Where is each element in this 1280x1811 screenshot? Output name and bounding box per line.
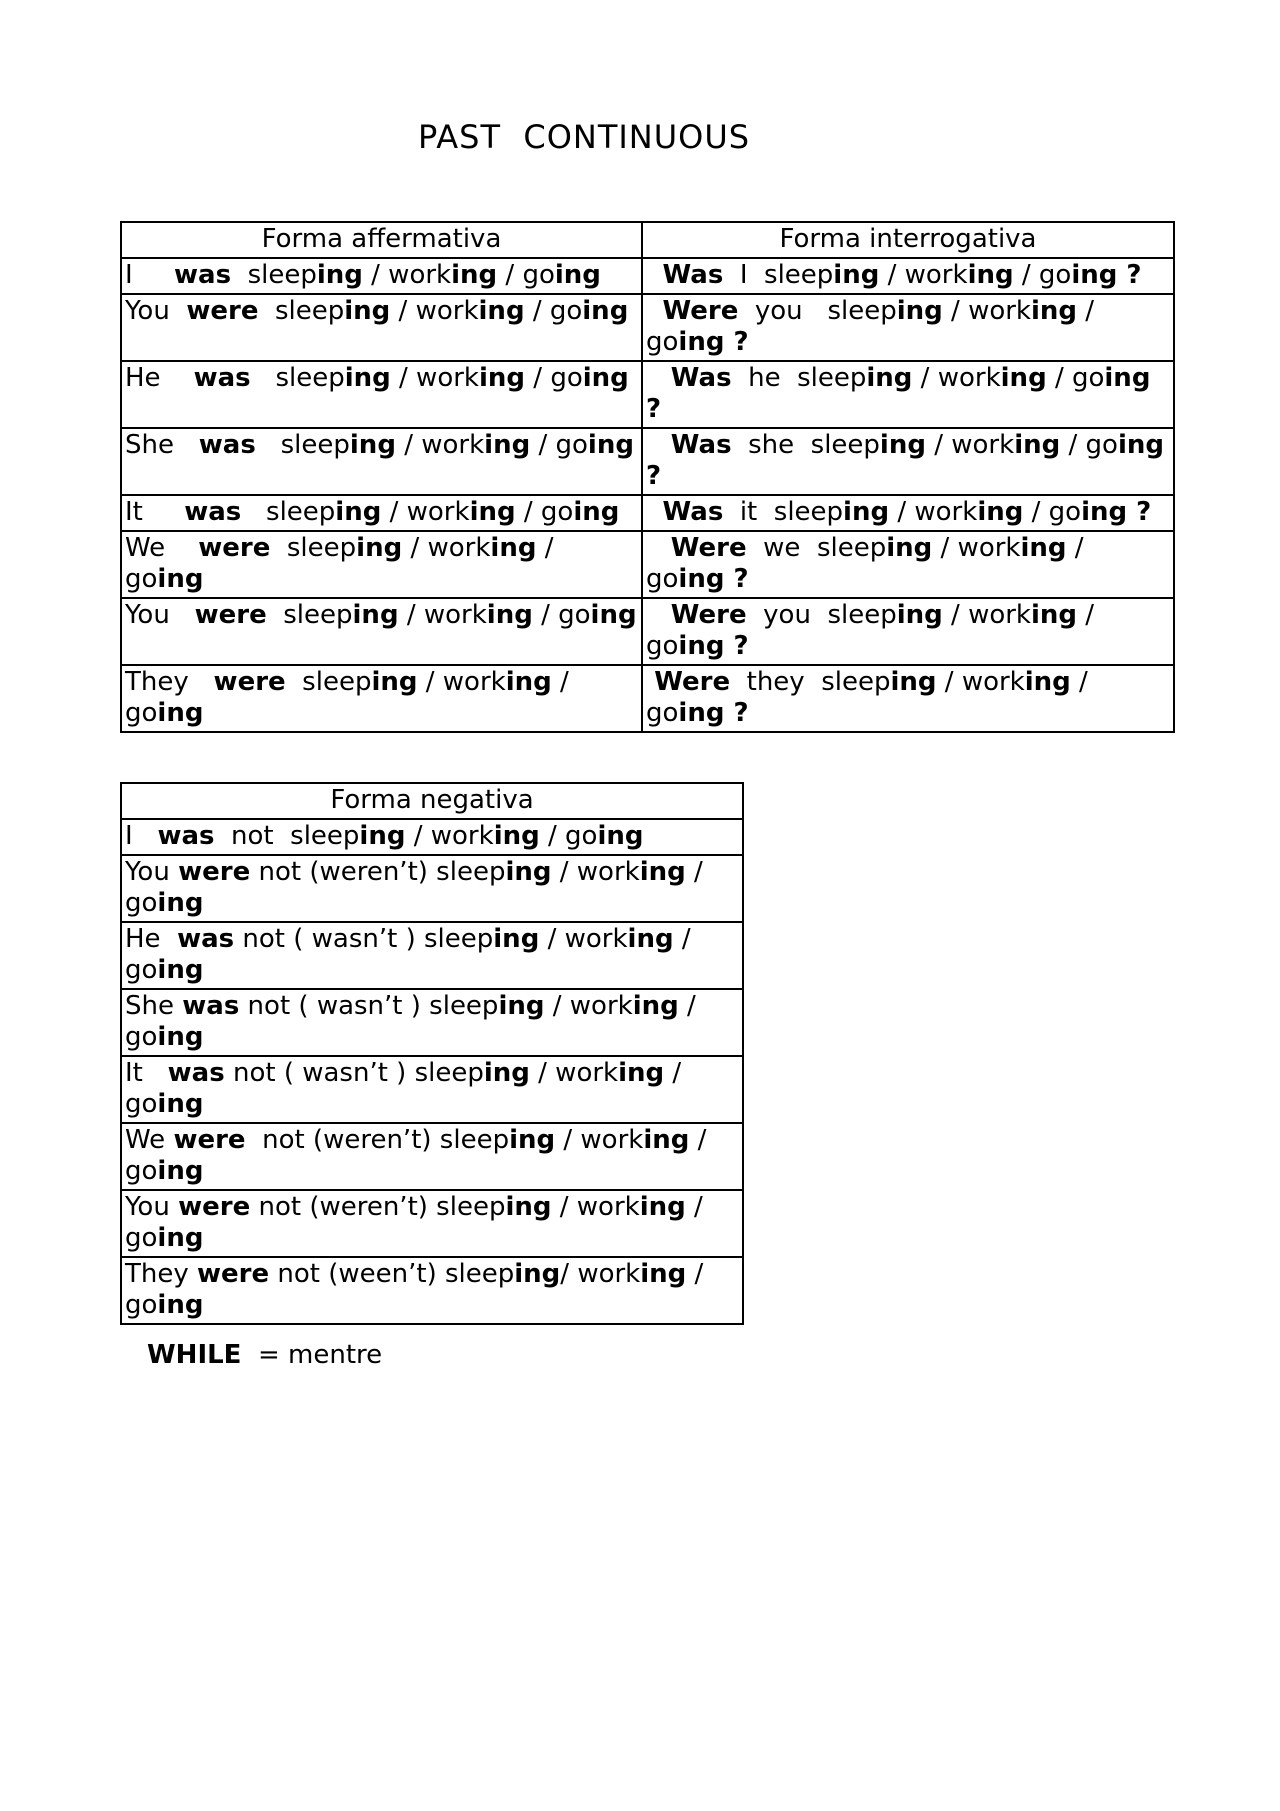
bold-text-segment: ing: [316, 260, 363, 290]
text-segment: You: [125, 857, 179, 887]
header-affirmative: Forma affermativa: [121, 222, 642, 258]
bold-text-segment: ing ?: [678, 327, 749, 357]
text-segment: / work: [544, 991, 633, 1021]
text-segment: / go: [125, 1058, 690, 1119]
text-segment: she sleep: [731, 430, 880, 460]
bold-text-segment: ing: [573, 497, 620, 527]
bold-text-segment: ing: [1000, 363, 1047, 393]
affirmative-cell: [121, 495, 642, 531]
bold-text-segment: ing: [1031, 296, 1078, 326]
text-segment: not (weren’t) sleep: [245, 1125, 510, 1155]
table-row: [121, 922, 743, 989]
bold-text-segment: were: [198, 533, 271, 563]
text-segment: You: [125, 1192, 179, 1222]
while-keyword: WHILE: [147, 1340, 242, 1370]
text-segment: / go: [125, 857, 712, 918]
table-row: [121, 819, 743, 855]
bold-text-segment: ing: [843, 497, 890, 527]
text-segment: / work: [932, 533, 1021, 563]
text-segment: / work: [539, 924, 628, 954]
table-row: [121, 495, 1174, 531]
text-segment: not ( wasn’t ) sleep: [239, 991, 499, 1021]
bold-text-segment: was: [184, 497, 242, 527]
negative-cell: [121, 922, 743, 989]
bold-text-segment: was: [193, 363, 251, 393]
bold-text-segment: ing: [349, 430, 396, 460]
bold-text-segment: was: [174, 260, 232, 290]
text-segment: they sleep: [730, 667, 891, 697]
text-segment: / work: [402, 533, 491, 563]
bold-text-segment: was: [157, 821, 215, 851]
text-segment: She: [125, 991, 183, 1021]
header-interrogative: Forma interrogativa: [642, 222, 1174, 258]
table-row: [121, 428, 1174, 495]
header-negative: Forma negativa: [121, 783, 743, 819]
bold-text-segment: was: [177, 924, 235, 954]
text-segment: / work: [381, 497, 470, 527]
text-segment: / go: [645, 296, 1103, 357]
text-segment: We: [125, 533, 199, 563]
bold-text-segment: were: [178, 1192, 251, 1222]
text-segment: / work: [405, 821, 494, 851]
text-segment: / go: [515, 497, 574, 527]
affirmative-cell: [121, 428, 642, 495]
interrogative-cell: [642, 495, 1174, 531]
text-segment: / work: [925, 430, 1015, 460]
bold-text-segment: Was: [662, 260, 724, 290]
interrogative-cell: [642, 665, 1174, 732]
table-row: [121, 989, 743, 1056]
text-segment: / go: [125, 667, 578, 728]
table-row: [121, 1190, 743, 1257]
negative-cell: [121, 819, 743, 855]
text-segment: / go: [1023, 497, 1082, 527]
interrogative-cell: [642, 428, 1174, 495]
text-segment: [646, 296, 663, 326]
text-segment: I sleep: [723, 260, 834, 290]
bold-text-segment: ing ?: [1081, 497, 1152, 527]
table-row: [121, 531, 1174, 598]
bold-text-segment: ing: [587, 430, 634, 460]
bold-text-segment: ing: [967, 260, 1014, 290]
text-segment: / work: [889, 497, 978, 527]
bold-text-segment: ing: [157, 1022, 204, 1052]
bold-text-segment: ing ?: [1071, 260, 1142, 290]
text-segment: / go: [125, 991, 705, 1052]
text-segment: I: [125, 260, 174, 290]
text-segment: / go: [497, 260, 555, 290]
negative-cell: [121, 1190, 743, 1257]
text-segment: sleep: [258, 296, 345, 326]
text-segment: [646, 497, 663, 527]
bold-text-segment: ing ?: [645, 430, 1174, 491]
bold-text-segment: ing: [1031, 600, 1078, 630]
text-segment: / go: [125, 1192, 712, 1253]
bold-text-segment: ing: [157, 1156, 204, 1186]
bold-text-segment: ing: [643, 1125, 690, 1155]
bold-text-segment: ing: [639, 857, 686, 887]
text-segment: He: [125, 363, 194, 393]
affirmative-cell: [121, 665, 642, 732]
bold-text-segment: Was: [670, 363, 732, 393]
text-segment: I: [125, 821, 158, 851]
text-segment: You: [125, 600, 195, 630]
bold-text-segment: were: [197, 1259, 270, 1289]
text-segment: not (weren’t) sleep: [250, 1192, 506, 1222]
text-segment: / work: [879, 260, 968, 290]
bold-text-segment: ing: [590, 600, 637, 630]
bold-text-segment: ing: [157, 1290, 204, 1320]
bold-text-segment: ing: [890, 667, 937, 697]
text-segment: [646, 533, 671, 563]
bold-text-segment: was: [182, 991, 240, 1021]
bold-text-segment: ing ?: [678, 698, 749, 728]
interrogative-cell: [642, 294, 1174, 361]
text-segment: She: [125, 430, 199, 460]
bold-text-segment: ing: [582, 363, 629, 393]
text-segment: / work: [912, 363, 1001, 393]
text-segment: / go: [539, 821, 598, 851]
interrogative-cell: [642, 361, 1174, 428]
bold-text-segment: ing ?: [678, 564, 749, 594]
bold-text-segment: ing: [157, 1223, 204, 1253]
text-segment: / work: [390, 296, 479, 326]
text-segment: not sleep: [214, 821, 360, 851]
text-segment: sleep: [231, 260, 317, 290]
bold-text-segment: ing: [344, 363, 391, 393]
bold-text-segment: ing: [490, 533, 537, 563]
text-segment: / work: [390, 363, 479, 393]
bold-text-segment: ing: [356, 533, 403, 563]
text-segment: / go: [645, 600, 1103, 661]
bold-text-segment: ing: [344, 296, 391, 326]
bold-text-segment: ing: [1020, 533, 1067, 563]
bold-text-segment: ing: [618, 1058, 665, 1088]
table-row: [121, 1056, 743, 1123]
bold-text-segment: ing: [896, 296, 943, 326]
text-segment: [646, 600, 671, 630]
bold-text-segment: ing: [866, 363, 913, 393]
bold-text-segment: ing: [505, 667, 552, 697]
text-segment: It: [125, 497, 185, 527]
text-segment: / go: [1013, 260, 1072, 290]
interrogative-cell: [642, 598, 1174, 665]
bold-text-segment: ing ?: [678, 631, 749, 661]
affirmative-cell: [121, 361, 642, 428]
table-row: [121, 598, 1174, 665]
text-segment: / go: [525, 363, 583, 393]
bold-text-segment: Were: [662, 296, 739, 326]
affirmative-cell: [121, 258, 642, 294]
bold-text-segment: ing: [157, 955, 204, 985]
text-segment: / go: [530, 430, 588, 460]
bold-text-segment: ing: [1014, 430, 1061, 460]
bold-text-segment: ing: [157, 698, 204, 728]
bold-text-segment: ing: [493, 821, 540, 851]
text-segment: They: [125, 667, 214, 697]
text-segment: sleep: [250, 363, 345, 393]
bold-text-segment: were: [178, 857, 251, 887]
table-row: [121, 665, 1174, 732]
text-segment: / work: [551, 1192, 640, 1222]
text-segment: / work: [362, 260, 452, 290]
bold-text-segment: ing: [359, 821, 406, 851]
text-segment: we sleep: [746, 533, 887, 563]
text-segment: sleep: [241, 497, 336, 527]
text-segment: / work: [555, 1125, 644, 1155]
bold-text-segment: ing: [157, 888, 204, 918]
bold-text-segment: ing: [627, 924, 674, 954]
bold-text-segment: ing: [352, 600, 399, 630]
bold-text-segment: was: [198, 430, 256, 460]
bold-text-segment: ing: [632, 991, 679, 1021]
bold-text-segment: ing: [335, 497, 382, 527]
page-title: PAST CONTINUOUS: [418, 118, 751, 156]
affirmative-cell: [121, 294, 642, 361]
bold-text-segment: Were: [670, 533, 747, 563]
text-segment: not (ween’t) sleep: [269, 1259, 515, 1289]
table-row: [121, 258, 1174, 294]
bold-text-segment: ing: [157, 564, 204, 594]
text-segment: not ( wasn’t ) sleep: [234, 924, 494, 954]
text-segment: he sleep: [731, 363, 867, 393]
bold-text-segment: Was: [670, 430, 732, 460]
bold-text-segment: were: [173, 1125, 246, 1155]
text-segment: / go: [645, 533, 1092, 594]
bold-text-segment: ing: [639, 1192, 686, 1222]
text-segment: / work: [936, 667, 1025, 697]
text-segment: you sleep: [746, 600, 897, 630]
text-segment: / work: [942, 600, 1031, 630]
negative-cell: [121, 1123, 743, 1190]
table-row: [121, 294, 1174, 361]
text-segment: / work: [395, 430, 485, 460]
bold-text-segment: Were: [670, 600, 747, 630]
bold-text-segment: ing: [451, 260, 498, 290]
negative-cell: [121, 1056, 743, 1123]
text-segment: [646, 667, 654, 697]
text-segment: not ( wasn’t ) sleep: [224, 1058, 484, 1088]
bold-text-segment: was: [167, 1058, 225, 1088]
text-segment: / work: [560, 1259, 641, 1289]
bold-text-segment: ing: [469, 497, 516, 527]
text-segment: They: [125, 1259, 198, 1289]
table-row: [121, 361, 1174, 428]
bold-text-segment: ing: [597, 821, 644, 851]
bold-text-segment: ing: [493, 924, 540, 954]
table-row: [121, 855, 743, 922]
text-segment: He: [125, 924, 178, 954]
interrogative-cell: [642, 258, 1174, 294]
bold-text-segment: ing: [505, 1192, 552, 1222]
bold-text-segment: were: [194, 600, 267, 630]
text-segment: / work: [529, 1058, 619, 1088]
bold-text-segment: ing: [498, 991, 545, 1021]
bold-text-segment: ing: [157, 1089, 204, 1119]
text-segment: sleep: [270, 533, 357, 563]
negative-cell: [121, 855, 743, 922]
text-segment: / go: [1060, 430, 1118, 460]
table-row: [121, 1123, 743, 1190]
affirmative-cell: [121, 598, 642, 665]
text-segment: / go: [532, 600, 591, 630]
bold-text-segment: ing: [977, 497, 1024, 527]
text-segment: / go: [524, 296, 583, 326]
text-segment: / work: [942, 296, 1031, 326]
while-definition: = mentre: [241, 1340, 383, 1370]
bold-text-segment: ing: [640, 1259, 687, 1289]
text-segment: you sleep: [738, 296, 897, 326]
bold-text-segment: ing: [371, 667, 418, 697]
text-segment: / go: [125, 924, 699, 985]
bold-text-segment: ing: [478, 363, 526, 393]
bold-text-segment: ing: [896, 600, 943, 630]
text-segment: You: [125, 296, 187, 326]
affirmative-cell: [121, 531, 642, 598]
interrogative-cell: [642, 531, 1174, 598]
bold-text-segment: ing: [886, 533, 933, 563]
text-segment: We: [125, 1125, 174, 1155]
bold-text-segment: ing: [509, 1125, 556, 1155]
bold-text-segment: ing: [554, 260, 601, 290]
bold-text-segment: ing: [582, 296, 629, 326]
negative-cell: [121, 1257, 743, 1324]
text-segment: / go: [645, 667, 1097, 728]
bold-text-segment: ing: [514, 1259, 561, 1289]
text-segment: [646, 363, 671, 393]
text-segment: [646, 260, 663, 290]
text-segment: not (weren’t) sleep: [250, 857, 506, 887]
negative-table: [120, 782, 744, 1325]
text-segment: sleep: [255, 430, 350, 460]
text-segment: / go: [125, 1125, 715, 1186]
text-segment: It: [125, 1058, 168, 1088]
bold-text-segment: ing: [833, 260, 880, 290]
negative-cell: [121, 989, 743, 1056]
bold-text-segment: were: [186, 296, 259, 326]
while-note: [147, 1340, 382, 1370]
text-segment: / go: [125, 1259, 712, 1320]
text-segment: / go: [1046, 363, 1105, 393]
bold-text-segment: were: [213, 667, 286, 697]
text-segment: / work: [417, 667, 506, 697]
text-segment: sleep: [285, 667, 372, 697]
bold-text-segment: Were: [654, 667, 731, 697]
bold-text-segment: ing: [484, 430, 531, 460]
bold-text-segment: Was: [662, 497, 724, 527]
text-segment: [646, 430, 671, 460]
text-segment: it sleep: [723, 497, 844, 527]
text-segment: / go: [125, 533, 562, 594]
affirmative-interrogative-table: [120, 221, 1175, 733]
text-segment: sleep: [266, 600, 353, 630]
bold-text-segment: ing: [486, 600, 533, 630]
bold-text-segment: ing ?: [645, 363, 1160, 424]
bold-text-segment: ing: [478, 296, 525, 326]
table-row: [121, 1257, 743, 1324]
bold-text-segment: ing: [879, 430, 926, 460]
text-segment: / work: [398, 600, 487, 630]
bold-text-segment: ing: [1024, 667, 1071, 697]
text-segment: / work: [551, 857, 640, 887]
bold-text-segment: ing: [505, 857, 552, 887]
bold-text-segment: ing: [483, 1058, 530, 1088]
